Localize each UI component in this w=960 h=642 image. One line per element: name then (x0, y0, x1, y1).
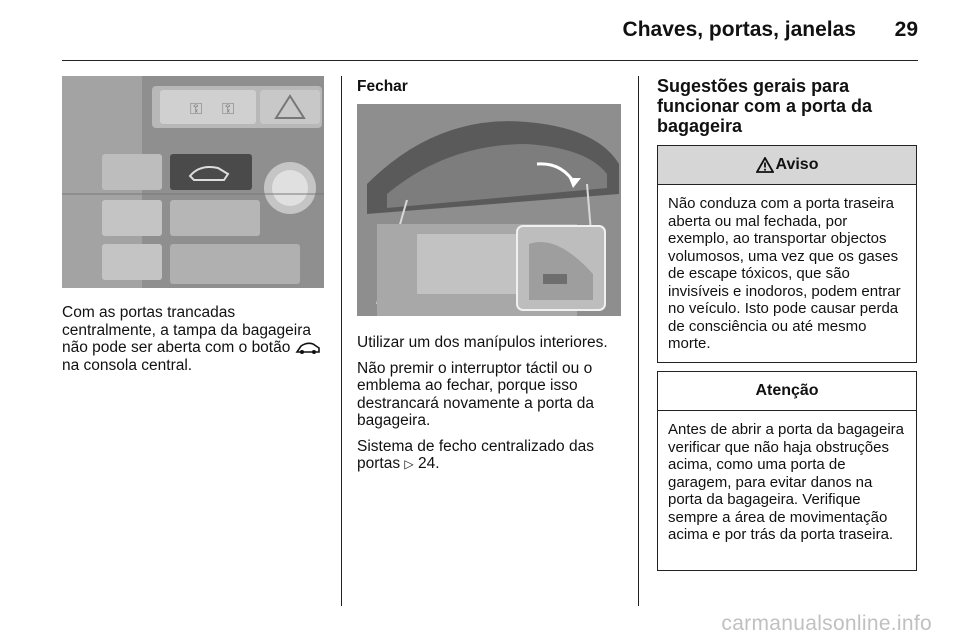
warning-box (657, 145, 917, 363)
section-heading-suggestions: Sugestões gerais para funcionar com a porta da bagageira (657, 76, 873, 136)
caution-box-header (658, 372, 916, 411)
console-buttons-photo (62, 76, 324, 288)
caution-text: Antes de abrir a porta da bagageira verificar que não haja obstruções acima, como uma porta de garagem, para evitar danos na porta da bagageira. Verifique sempre a área de movimentação acima e por trás da porta traseira. (668, 421, 904, 543)
svg-text:⚿: ⚿ (190, 101, 203, 118)
caption-text: Com as portas trancadas centralmente, a tampa da bagageira não pode ser aberta com o botão (62, 304, 312, 356)
ref-arrow-icon: ▷ (404, 457, 414, 471)
warning-text: Não conduza com a porta traseira aberta ou mal fechada, por exemplo, ao transportar objectos volumosos, uma vez que os gases de escape tóxicos, que são invisíveis e inodoros, podem entrar no veículo. Isto pode causar perda de consciência ou até mesmo morte. (668, 195, 901, 352)
watermark: carmanualsonline.info (721, 612, 932, 635)
fechar-text (357, 334, 622, 482)
warning-triangle-icon (756, 157, 774, 173)
header-title: Chaves, portas, janelas (622, 18, 856, 41)
svg-text:⚿: ⚿ (222, 101, 235, 118)
page-header (62, 0, 918, 61)
column-divider (638, 76, 639, 606)
caution-title: Atenção (755, 382, 819, 399)
paragraph: Utilizar um dos manípulos interiores. (357, 334, 608, 351)
caution-box (657, 371, 917, 571)
left-caption (62, 304, 324, 382)
warning-box-header (658, 146, 916, 185)
tailgate-photo (357, 104, 621, 316)
cross-reference (357, 438, 622, 474)
page-number: 29 (894, 18, 918, 41)
paragraph: Não premir o interruptor táctil ou o emblema ao fechar, porque isso destrancará novamente a porta da bagageira. (357, 359, 594, 429)
warning-title: Aviso (775, 156, 819, 173)
car-trunk-icon (295, 341, 321, 355)
section-heading-fechar: Fechar (357, 78, 408, 95)
ref-page: 24. (417, 455, 440, 472)
caption-text-end: na consola central. (62, 356, 193, 374)
column-divider (341, 76, 342, 606)
ref-text: Sistema de fecho centralizado das portas (357, 437, 594, 472)
